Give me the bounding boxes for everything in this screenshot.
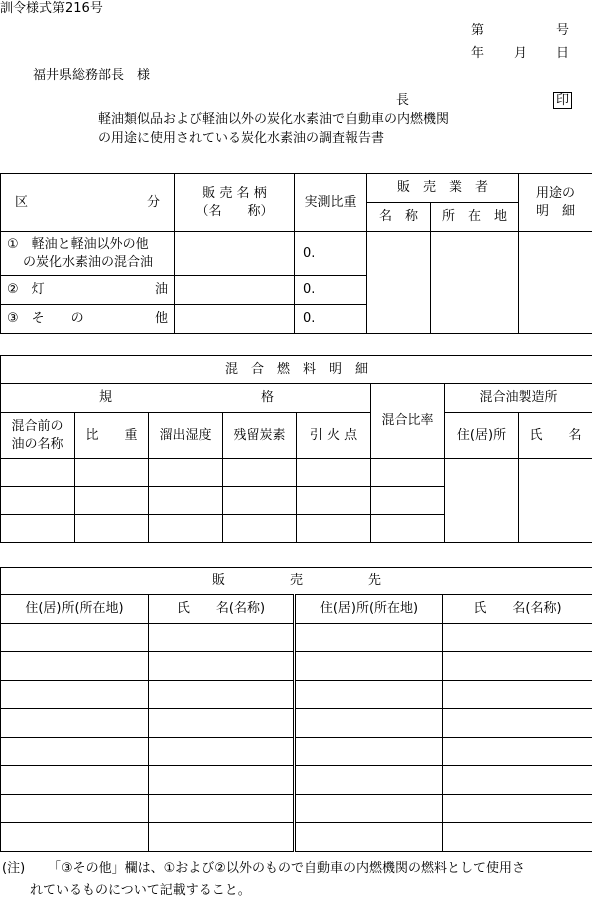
row3-brand-cell[interactable] — [175, 305, 295, 334]
report-title-line2: の用途に使用されている炭化水素油の調査報告書 — [98, 131, 385, 146]
dealer-address-cell[interactable] — [431, 232, 519, 334]
dest-cell[interactable] — [149, 737, 295, 766]
dest-cell[interactable] — [443, 766, 592, 795]
dest-cell[interactable] — [1, 709, 149, 738]
mix-cell[interactable] — [1, 487, 75, 515]
mix-cell[interactable] — [149, 487, 223, 515]
factory-header: 混合油製造所 — [445, 384, 592, 413]
mix-cell[interactable] — [371, 459, 445, 487]
form-number: 訓令様式第216号 — [0, 1, 103, 16]
note-line1: 「③その他」欄は、①および②以外のもので自動車の内燃機関の燃料として使用さ — [48, 861, 525, 876]
sender-title: 長 — [396, 93, 410, 108]
dest-cell[interactable] — [149, 623, 295, 652]
spec-header-right: 格 — [260, 390, 274, 406]
dealer-address-header: 所 在 地 — [431, 203, 519, 232]
row1-text-line2: の炭化水素油の混合油 — [23, 254, 154, 270]
spec-header — [1, 384, 371, 413]
note-line2: れているものについて記載すること。 — [30, 883, 251, 898]
dest-cell[interactable] — [443, 623, 592, 652]
dealer-name-cell[interactable] — [367, 232, 431, 334]
carbon-residue-header: 残留炭素 — [223, 413, 297, 459]
row2-label — [1, 276, 175, 305]
dest-cell[interactable] — [1, 766, 149, 795]
kubun-header-left: 区 — [15, 194, 29, 210]
spec-header-left: 規 — [99, 390, 113, 406]
dest-cell[interactable] — [1, 823, 149, 852]
mix-cell[interactable] — [75, 487, 149, 515]
dealer-name-header: 名 称 — [367, 203, 431, 232]
brand-header-label: 販 売 名 柄 — [202, 185, 267, 201]
mix-cell[interactable] — [75, 515, 149, 543]
dest-cell[interactable] — [295, 766, 443, 795]
sales-destination-table — [0, 567, 592, 852]
mix-cell[interactable] — [1, 459, 75, 487]
row2-text: 灯 — [31, 282, 45, 298]
dest-cell[interactable] — [295, 737, 443, 766]
brand-header — [175, 174, 295, 232]
row1-label — [1, 232, 175, 276]
date-month: 月 — [514, 46, 528, 61]
mix-cell[interactable] — [75, 459, 149, 487]
note-prefix: (注) — [2, 861, 26, 876]
dest-cell[interactable] — [149, 794, 295, 823]
row3-number: ③ — [7, 311, 19, 327]
mix-cell[interactable] — [1, 515, 75, 543]
use-header-line2: 明 細 — [536, 203, 576, 219]
gravity-header: 実測比重 — [295, 174, 367, 232]
row1-number: ① — [7, 236, 19, 252]
dest-name-header-1: 氏 名(名称) — [149, 595, 295, 624]
kubun-header-right: 分 — [146, 194, 160, 210]
row1-text: 軽油と軽油以外の他 — [31, 236, 149, 252]
row1-brand-cell[interactable] — [175, 232, 295, 276]
factory-address-cell[interactable] — [445, 459, 519, 543]
dest-address-header-1: 住(居)所(所在地) — [1, 595, 149, 624]
dest-cell[interactable] — [295, 794, 443, 823]
dest-cell[interactable] — [443, 823, 592, 852]
dest-cell[interactable] — [1, 737, 149, 766]
factory-name-cell[interactable] — [519, 459, 592, 543]
dest-cell[interactable] — [295, 709, 443, 738]
dealer-header: 販 売 業 者 — [367, 174, 519, 203]
mix-cell[interactable] — [223, 487, 297, 515]
dest-cell[interactable] — [443, 794, 592, 823]
dest-cell[interactable] — [1, 680, 149, 709]
report-title-line1: 軽油類似品および軽油以外の炭化水素油で自動車の内燃機関 — [98, 112, 450, 127]
dest-name-header-2: 氏 名(名称) — [443, 595, 592, 624]
dest-cell[interactable] — [295, 652, 443, 681]
mix-cell[interactable] — [149, 459, 223, 487]
factory-name-header: 氏 名 — [519, 413, 592, 459]
dest-cell[interactable] — [149, 680, 295, 709]
pre-mix-name-line1: 混合前の — [11, 418, 64, 434]
kubun-header — [1, 174, 175, 232]
mix-cell[interactable] — [371, 487, 445, 515]
row2-text-end: 油 — [154, 282, 168, 298]
mix-cell[interactable] — [297, 459, 371, 487]
document-number-label: 第 — [471, 23, 485, 38]
specific-gravity-header: 比 重 — [75, 413, 149, 459]
oil-classification-table — [0, 173, 592, 334]
row2-brand-cell[interactable] — [175, 276, 295, 305]
mix-cell[interactable] — [371, 515, 445, 543]
brand-header-sub: （名 称） — [195, 203, 274, 219]
use-header — [519, 174, 592, 232]
row2-gravity-cell[interactable]: 0. — [295, 276, 367, 305]
addressee: 福井県総務部長 様 — [33, 68, 151, 83]
row3-label — [1, 305, 175, 334]
seal-mark: 印 — [553, 92, 572, 109]
row3-text-end: 他 — [154, 311, 168, 327]
pre-mix-name-line2: 油の名称 — [11, 436, 64, 452]
mix-cell[interactable] — [223, 515, 297, 543]
row1-gravity-cell[interactable]: 0. — [295, 232, 367, 276]
dest-cell[interactable] — [1, 652, 149, 681]
mix-cell[interactable] — [297, 515, 371, 543]
document-number-suffix: 号 — [556, 23, 570, 38]
dest-cell[interactable] — [295, 680, 443, 709]
row2-number: ② — [7, 282, 19, 298]
mix-cell[interactable] — [297, 487, 371, 515]
dest-cell[interactable] — [443, 737, 592, 766]
sales-destination-title: 販 売 先 — [1, 568, 592, 595]
dest-cell[interactable] — [149, 766, 295, 795]
distillation-header: 溜出湿度 — [149, 413, 223, 459]
mixed-fuel-title: 混 合 燃 料 明 細 — [1, 356, 592, 384]
pre-mix-name-header — [1, 413, 75, 459]
row3-gravity-cell[interactable]: 0. — [295, 305, 367, 334]
dest-cell[interactable] — [1, 794, 149, 823]
dest-cell[interactable] — [443, 652, 592, 681]
dest-cell[interactable] — [1, 623, 149, 652]
dest-cell[interactable] — [149, 652, 295, 681]
dest-address-header-2: 住(居)所(所在地) — [295, 595, 443, 624]
dest-cell[interactable] — [149, 709, 295, 738]
row3-text: そ の — [31, 311, 84, 327]
dest-cell[interactable] — [295, 623, 443, 652]
dest-cell[interactable] — [443, 709, 592, 738]
mixed-fuel-detail-table — [0, 355, 592, 543]
use-detail-cell[interactable] — [519, 232, 592, 334]
flash-point-header: 引 火 点 — [297, 413, 371, 459]
factory-address-header: 住(居)所 — [445, 413, 519, 459]
mix-cell[interactable] — [223, 459, 297, 487]
dest-cell[interactable] — [295, 823, 443, 852]
date-day: 日 — [556, 46, 570, 61]
dest-cell[interactable] — [149, 823, 295, 852]
use-header-line1: 用途の — [536, 185, 576, 201]
date-year: 年 — [471, 46, 485, 61]
dest-cell[interactable] — [443, 680, 592, 709]
mix-ratio-header: 混合比率 — [371, 384, 445, 459]
mix-cell[interactable] — [149, 515, 223, 543]
